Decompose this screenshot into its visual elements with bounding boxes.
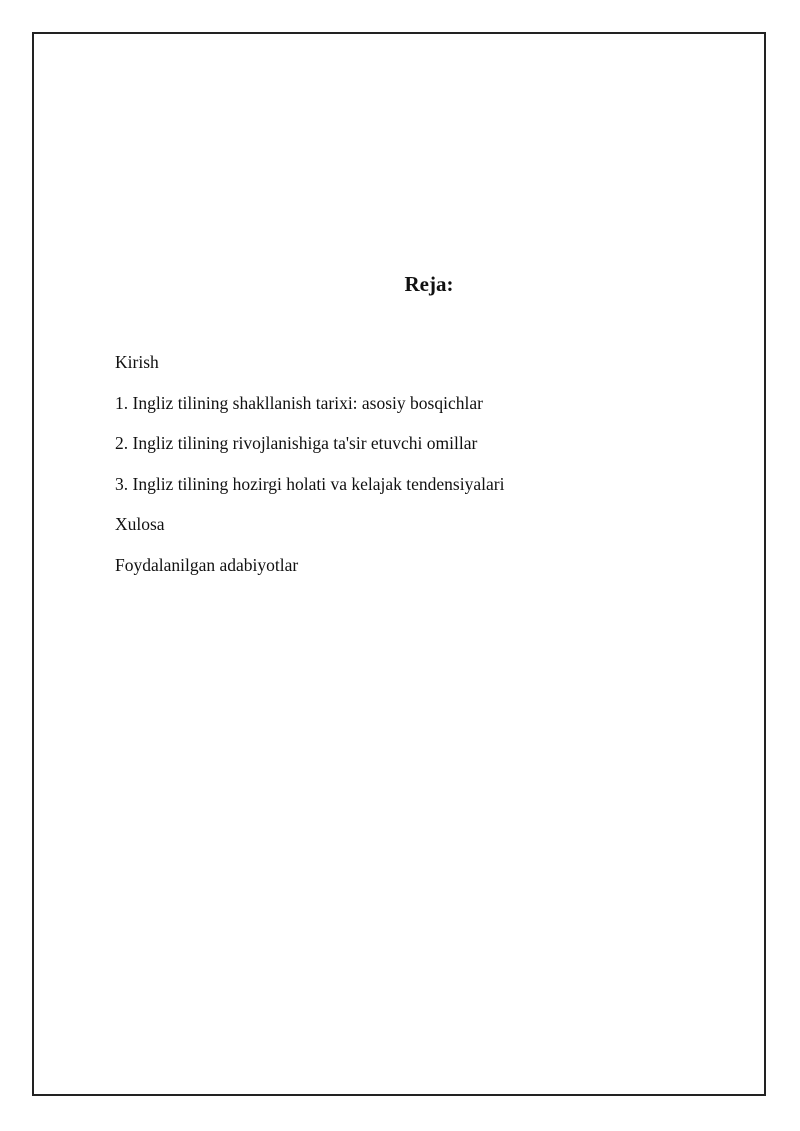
table-of-contents [115,348,504,591]
toc-item-3: 3. Ingliz tilining hozirgi holati va kelajak tendensiyalari [115,473,505,494]
toc-item-1: 1. Ingliz tilining shakllanish tarixi: asosiy bosqichlar [115,392,483,413]
toc-item-conclusion: Xulosa [115,514,165,534]
toc-item-2: 2. Ingliz tilining rivojlanishiga ta'sir etuvchi omillar [115,433,478,453]
toc-item-introduction: Kirish [115,352,159,372]
page-title: Reja: [404,272,454,296]
toc-item-references: Foydalanilgan adabiyotlar [115,554,299,575]
